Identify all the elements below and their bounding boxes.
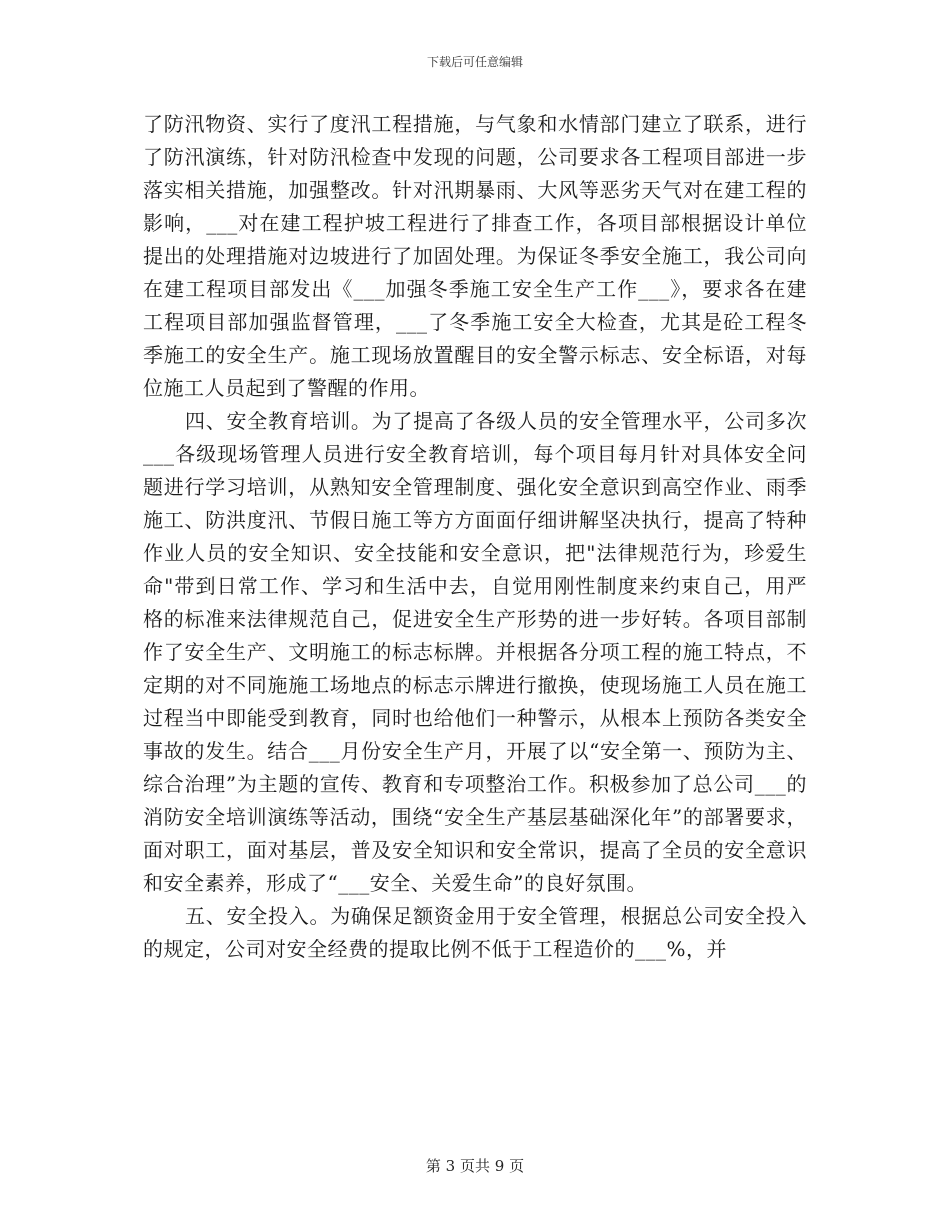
page-header bbox=[0, 53, 950, 70]
paragraph-flood-control: 了防汛物资、实行了度汛工程措施，与气象和水情部门建立了联系，进行了防汛演练，针对防汛检查中发现的问题，公司要求各工程项目部进一步落实相关措施，加强整改。针对汛期暴雨、大风等恶劣天气对在建工程的影响，___对在建工程护坡工程进行了排查工作，各项目部根据设计单位提出的处理措施对边坡进行了加固处理。为保证冬季安全施工，我公司向在建工程项目部发出《___加强冬季施工安全生产工作___》，要求各在建工程项目部加强监督管理，___了冬季施工安全大检查，尤其是砼工程冬季施工的安全生产。施工现场放置醒目的安全警示标志、安全标语，对每位施工人员起到了警醒的作用。 bbox=[143, 112, 807, 400]
paragraph-safety-training: 四、安全教育培训。为了提高了各级人员的安全管理水平，公司多次___各级现场管理人员进行安全教育培训，每个项目每月针对具体安全问题进行学习培训，从熟知安全管理制度、强化安全意识到高空作业、雨季施工、防洪度汛、节假日施工等方方面面仔细讲解坚决执行，提高了特种作业人员的安全知识、安全技能和安全意识，把"法律规范行为，珍爱生命"带到日常工作、学习和生活中去，自觉用刚性制度来约束自己，用严格的标准来法律规范自己，促进安全生产形势的进一步好转。各项目部制作了安全生产、文明施工的标志标牌。并根据各分项工程的施工特点，不定期的对不同施施工场地点的标志示牌进行撤换，使现场施工人员在施工过程当中即能受到教育，同时也给他们一种警示，从根本上预防各类安全事故的发生。结合___月份安全生产月，开展了以“安全第一、预防为主、综合治理”为主题的宣传、教育和专项整治工作。积极参加了总公司___的消防安全培训演练等活动，围绕“安全生产基层基础深化年”的部署要求，面对职工，面对基层，普及安全知识和安全常识，提高了全员的安全意识和安全素养，形成了“___安全、关爱生命”的良好氛围。 bbox=[143, 409, 807, 895]
document-body bbox=[143, 108, 807, 966]
page-footer bbox=[0, 1155, 950, 1176]
header-note: 下载后可任意编辑 bbox=[426, 55, 523, 69]
paragraph-safety-investment: 五、安全投入。为确保足额资金用于安全管理，根据总公司安全投入的规定，公司对安全经费的提取比例不低于工程造价的___%，并 bbox=[143, 904, 807, 961]
page-number: 第 3 页共 9 页 bbox=[425, 1157, 525, 1175]
